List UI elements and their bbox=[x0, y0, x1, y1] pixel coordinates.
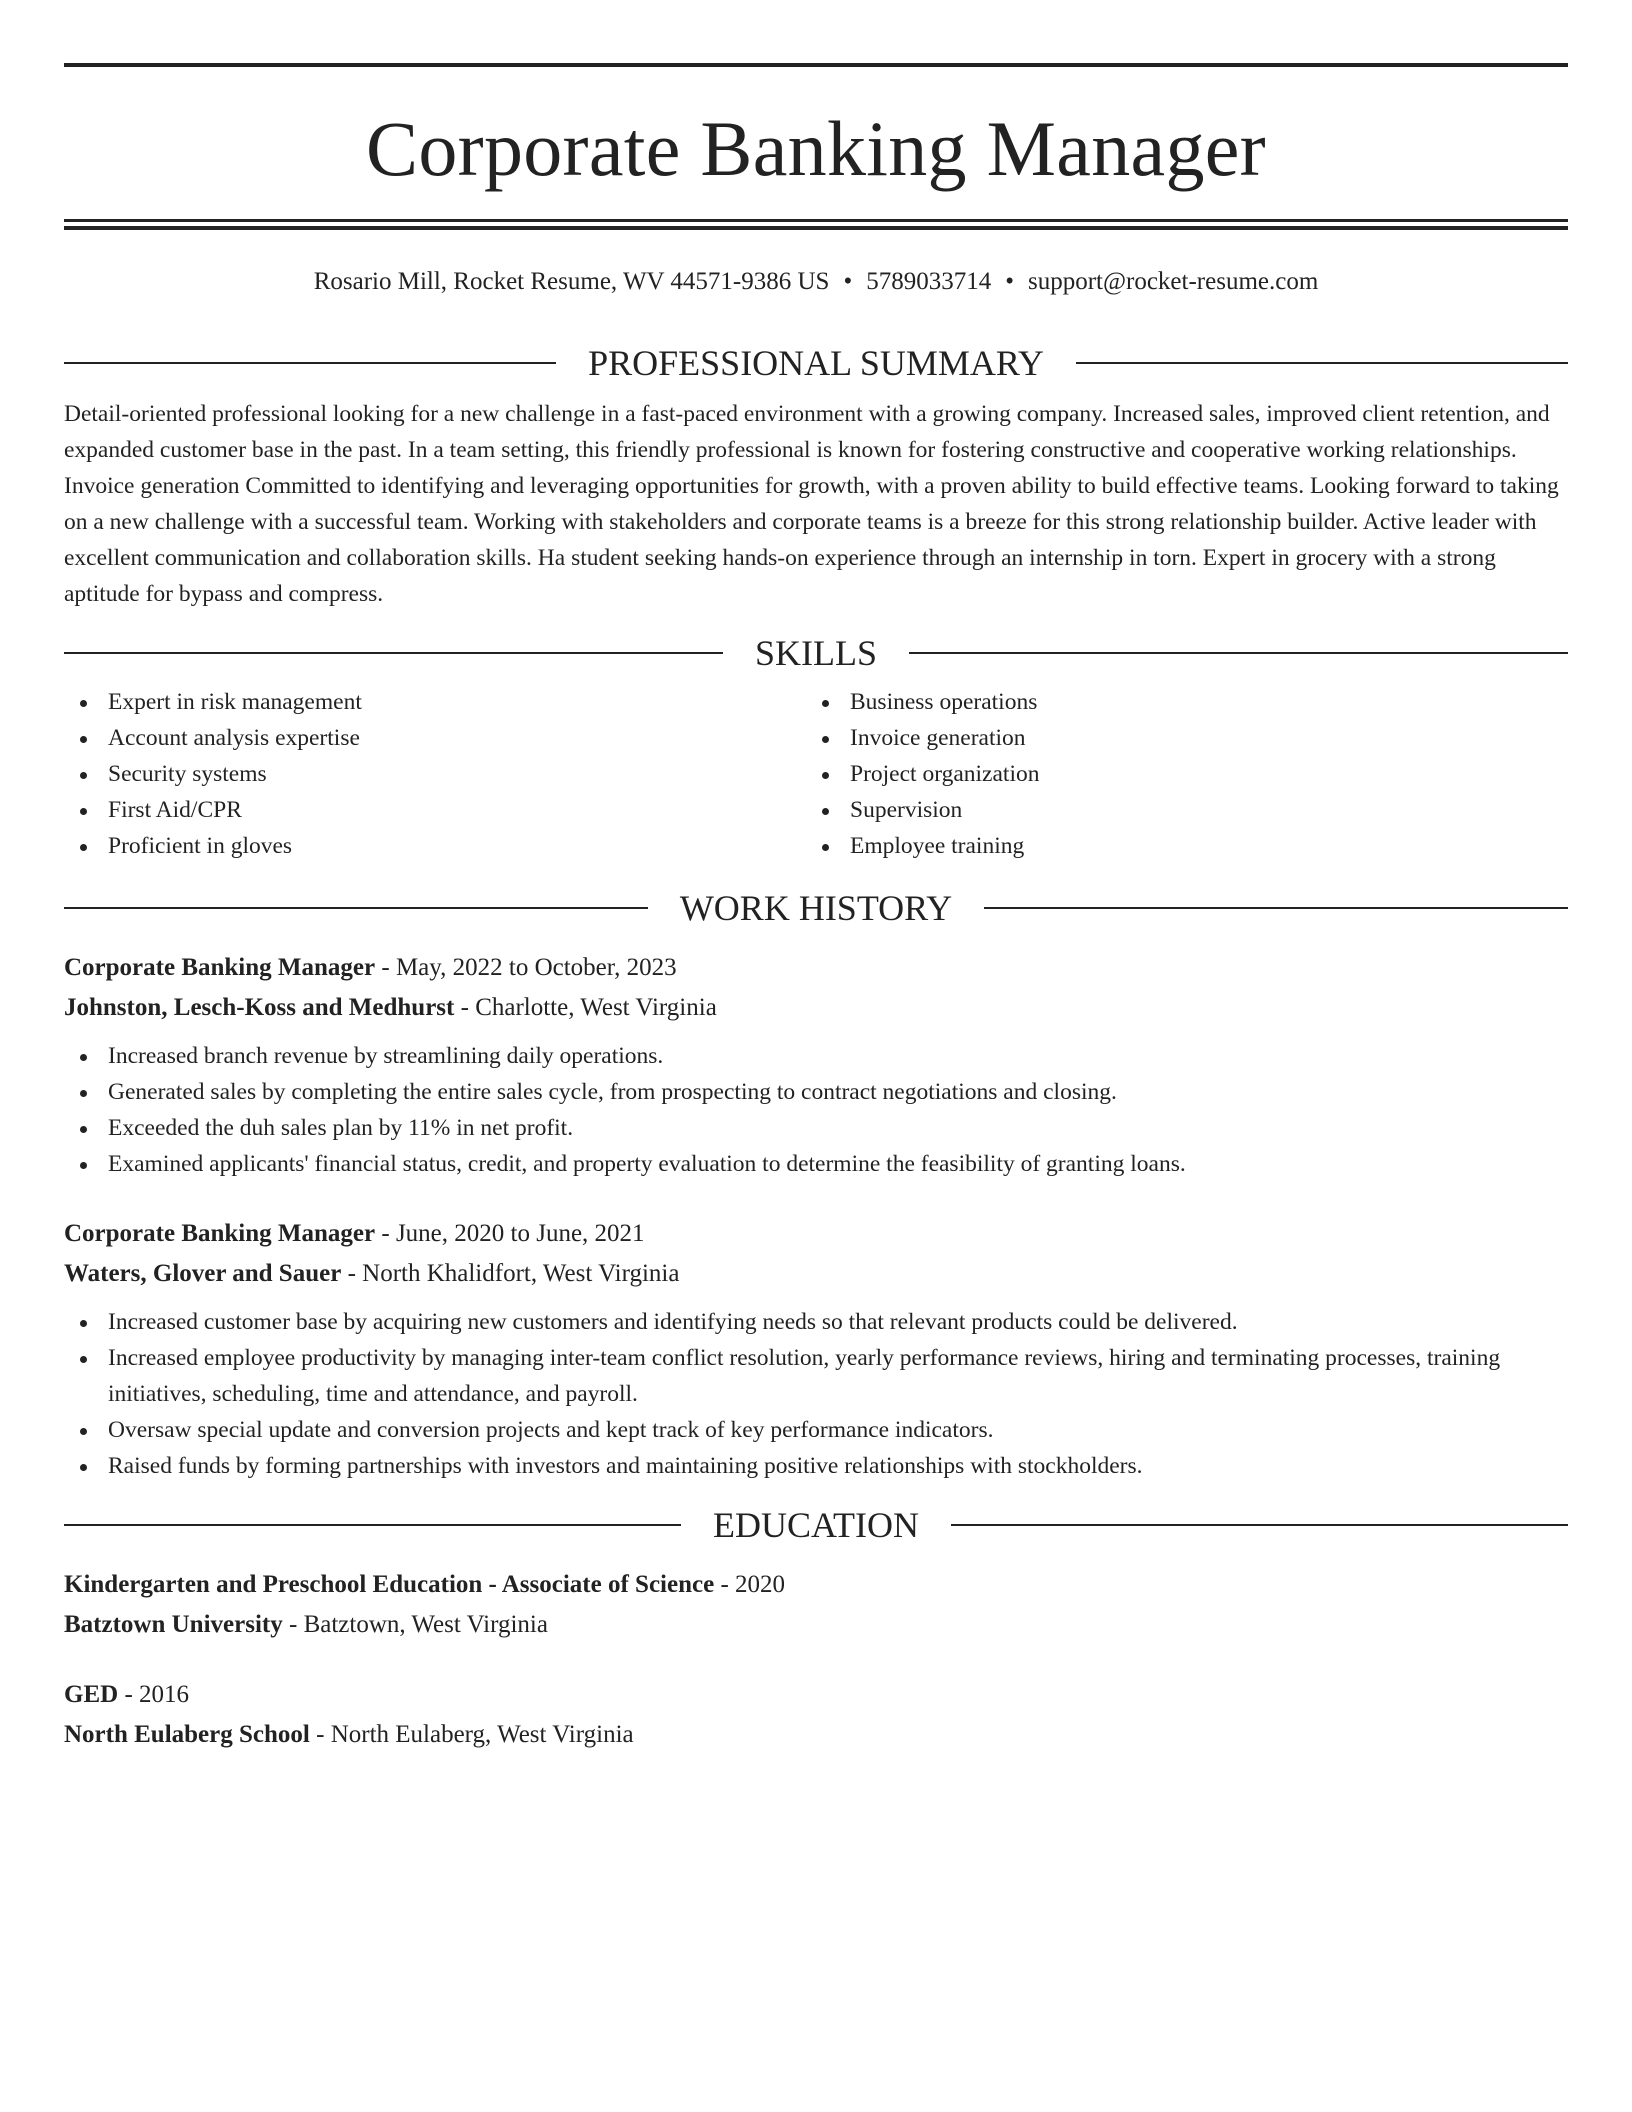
school-name: North Eulaberg School bbox=[64, 1721, 310, 1748]
skill-item: Proficient in gloves bbox=[64, 828, 806, 864]
skills-heading-text: SKILLS bbox=[755, 633, 878, 673]
heading-rule-right bbox=[951, 1524, 1568, 1526]
job-entry bbox=[64, 1214, 1568, 1484]
skills-list-right bbox=[806, 684, 1548, 864]
skills-section-heading bbox=[64, 631, 1568, 675]
degree-line: Kindergarten and Preschool Education - Associate of Science - 2020 bbox=[64, 1571, 786, 1598]
school-line: North Eulaberg School - North Eulaberg, West Virginia bbox=[64, 1721, 634, 1748]
heading-rule-left bbox=[64, 652, 723, 654]
work-heading-text: WORK HISTORY bbox=[679, 888, 953, 928]
job-dates: June, 2020 to June, 2021 bbox=[395, 1220, 645, 1247]
job-location: North Khalidfort, West Virginia bbox=[362, 1260, 680, 1287]
job-title-line: Corporate Banking Manager - June, 2020 to June, 2021 bbox=[64, 1220, 645, 1247]
job-title-line: Corporate Banking Manager - May, 2022 to October, 2023 bbox=[64, 954, 677, 981]
job-bullet: Oversaw special update and conversion projects and kept track of key performance indicators. bbox=[64, 1412, 1568, 1448]
skills-list-left bbox=[64, 684, 806, 864]
school-line: Batztown University - Batztown, West Virginia bbox=[64, 1611, 548, 1638]
job-company: Waters, Glover and Sauer bbox=[64, 1260, 342, 1287]
skill-item: Invoice generation bbox=[806, 720, 1548, 756]
contact-phone[interactable]: 5789033714 bbox=[866, 268, 992, 295]
contact-separator: • bbox=[843, 268, 853, 295]
job-entry bbox=[64, 948, 1568, 1182]
job-bullet: Examined applicants' financial status, credit, and property evaluation to determine the feasibility of granting loans. bbox=[64, 1146, 1568, 1182]
contact-address: Rosario Mill, Rocket Resume, WV 44571-9386 US bbox=[313, 268, 830, 295]
heading-rule-left bbox=[64, 1524, 681, 1526]
heading-rule-right bbox=[1076, 362, 1568, 364]
heading-rule-left bbox=[64, 362, 556, 364]
education-section-heading bbox=[64, 1503, 1568, 1547]
job-company-line: Waters, Glover and Sauer - North Khalidfort, West Virginia bbox=[64, 1260, 680, 1287]
job-title: Corporate Banking Manager bbox=[64, 954, 376, 981]
school-location: Batztown, West Virginia bbox=[303, 1611, 548, 1638]
degree-name: Kindergarten and Preschool Education - Associate of Science bbox=[64, 1571, 715, 1598]
summary-paragraph: Detail-oriented professional looking for a new challenge in a fast-paced environment with a growing company. Increased sales, improved client retention, and expanded customer base in the past. In a team setting, this friendly professional is known for fostering constructive and cooperative working relationships. Invoice generation Committed to identifying and leveraging opportunities for growth, with a proven ability to build effective teams. Looking forward to taking on a new challenge with a successful team. Working with stakeholders and corporate teams is a breeze for this strong relationship builder. Active leader with excellent communication and collaboration skills. Ha student seeking hands-on experience through an internship in torn. Expert in grocery with a strong aptitude for bypass and compress. bbox=[64, 401, 1559, 607]
job-bullet: Raised funds by forming partnerships with investors and maintaining positive relationships with stockholders. bbox=[64, 1448, 1568, 1484]
skill-item: Account analysis expertise bbox=[64, 720, 806, 756]
skill-item: Security systems bbox=[64, 756, 806, 792]
contact-line bbox=[64, 266, 1568, 298]
job-company-line: Johnston, Lesch-Koss and Medhurst - Charlotte, West Virginia bbox=[64, 994, 717, 1021]
heading-rule-left bbox=[64, 907, 648, 909]
header-double-rule bbox=[64, 219, 1568, 230]
job-company: Johnston, Lesch-Koss and Medhurst bbox=[64, 994, 455, 1021]
job-bullet: Exceeded the duh sales plan by 11% in net profit. bbox=[64, 1110, 1568, 1146]
heading-rule-right bbox=[909, 652, 1568, 654]
school-location: North Eulaberg, West Virginia bbox=[330, 1721, 634, 1748]
education-heading-text: EDUCATION bbox=[713, 1505, 919, 1545]
education-entry bbox=[64, 1675, 1568, 1755]
school-name: Batztown University bbox=[64, 1611, 283, 1638]
summary-section-heading bbox=[64, 341, 1568, 385]
summary-heading-text: PROFESSIONAL SUMMARY bbox=[588, 343, 1044, 383]
job-title: Corporate Banking Manager bbox=[64, 1220, 376, 1247]
contact-email[interactable]: support@rocket-resume.com bbox=[1027, 268, 1319, 295]
contact-separator: • bbox=[1005, 268, 1014, 295]
degree-line: GED - 2016 bbox=[64, 1681, 190, 1708]
skill-item: Business operations bbox=[806, 684, 1548, 720]
job-bullet: Increased customer base by acquiring new customers and identifying needs so that relevant products could be delivered. bbox=[64, 1304, 1568, 1340]
degree-year: 2016 bbox=[139, 1681, 190, 1708]
job-bullet-list bbox=[64, 1304, 1568, 1484]
skill-item: Project organization bbox=[806, 756, 1548, 792]
resume-name-title: Corporate Banking Manager bbox=[366, 105, 1266, 192]
skill-item: Supervision bbox=[806, 792, 1548, 828]
job-dates: May, 2022 to October, 2023 bbox=[395, 954, 677, 981]
skill-item: Expert in risk management bbox=[64, 684, 806, 720]
job-bullet-list bbox=[64, 1038, 1568, 1182]
header-top-rule bbox=[64, 63, 1568, 67]
skills-grid bbox=[64, 684, 1568, 864]
skill-item: Employee training bbox=[806, 828, 1548, 864]
skill-item: First Aid/CPR bbox=[64, 792, 806, 828]
heading-rule-right bbox=[984, 907, 1568, 909]
degree-year: 2020 bbox=[735, 1571, 786, 1598]
job-location: Charlotte, West Virginia bbox=[475, 994, 717, 1021]
resume-page bbox=[64, 0, 1568, 1755]
job-bullet: Generated sales by completing the entire sales cycle, from prospecting to contract negotiations and closing. bbox=[64, 1074, 1568, 1110]
job-bullet: Increased employee productivity by managing inter-team conflict resolution, yearly performance reviews, hiring and terminating processes, training initiatives, scheduling, time and attendance, and payroll. bbox=[64, 1340, 1568, 1412]
education-entry bbox=[64, 1565, 1568, 1645]
work-section-heading bbox=[64, 886, 1568, 930]
job-bullet: Increased branch revenue by streamlining daily operations. bbox=[64, 1038, 1568, 1074]
degree-name: GED bbox=[64, 1681, 119, 1708]
